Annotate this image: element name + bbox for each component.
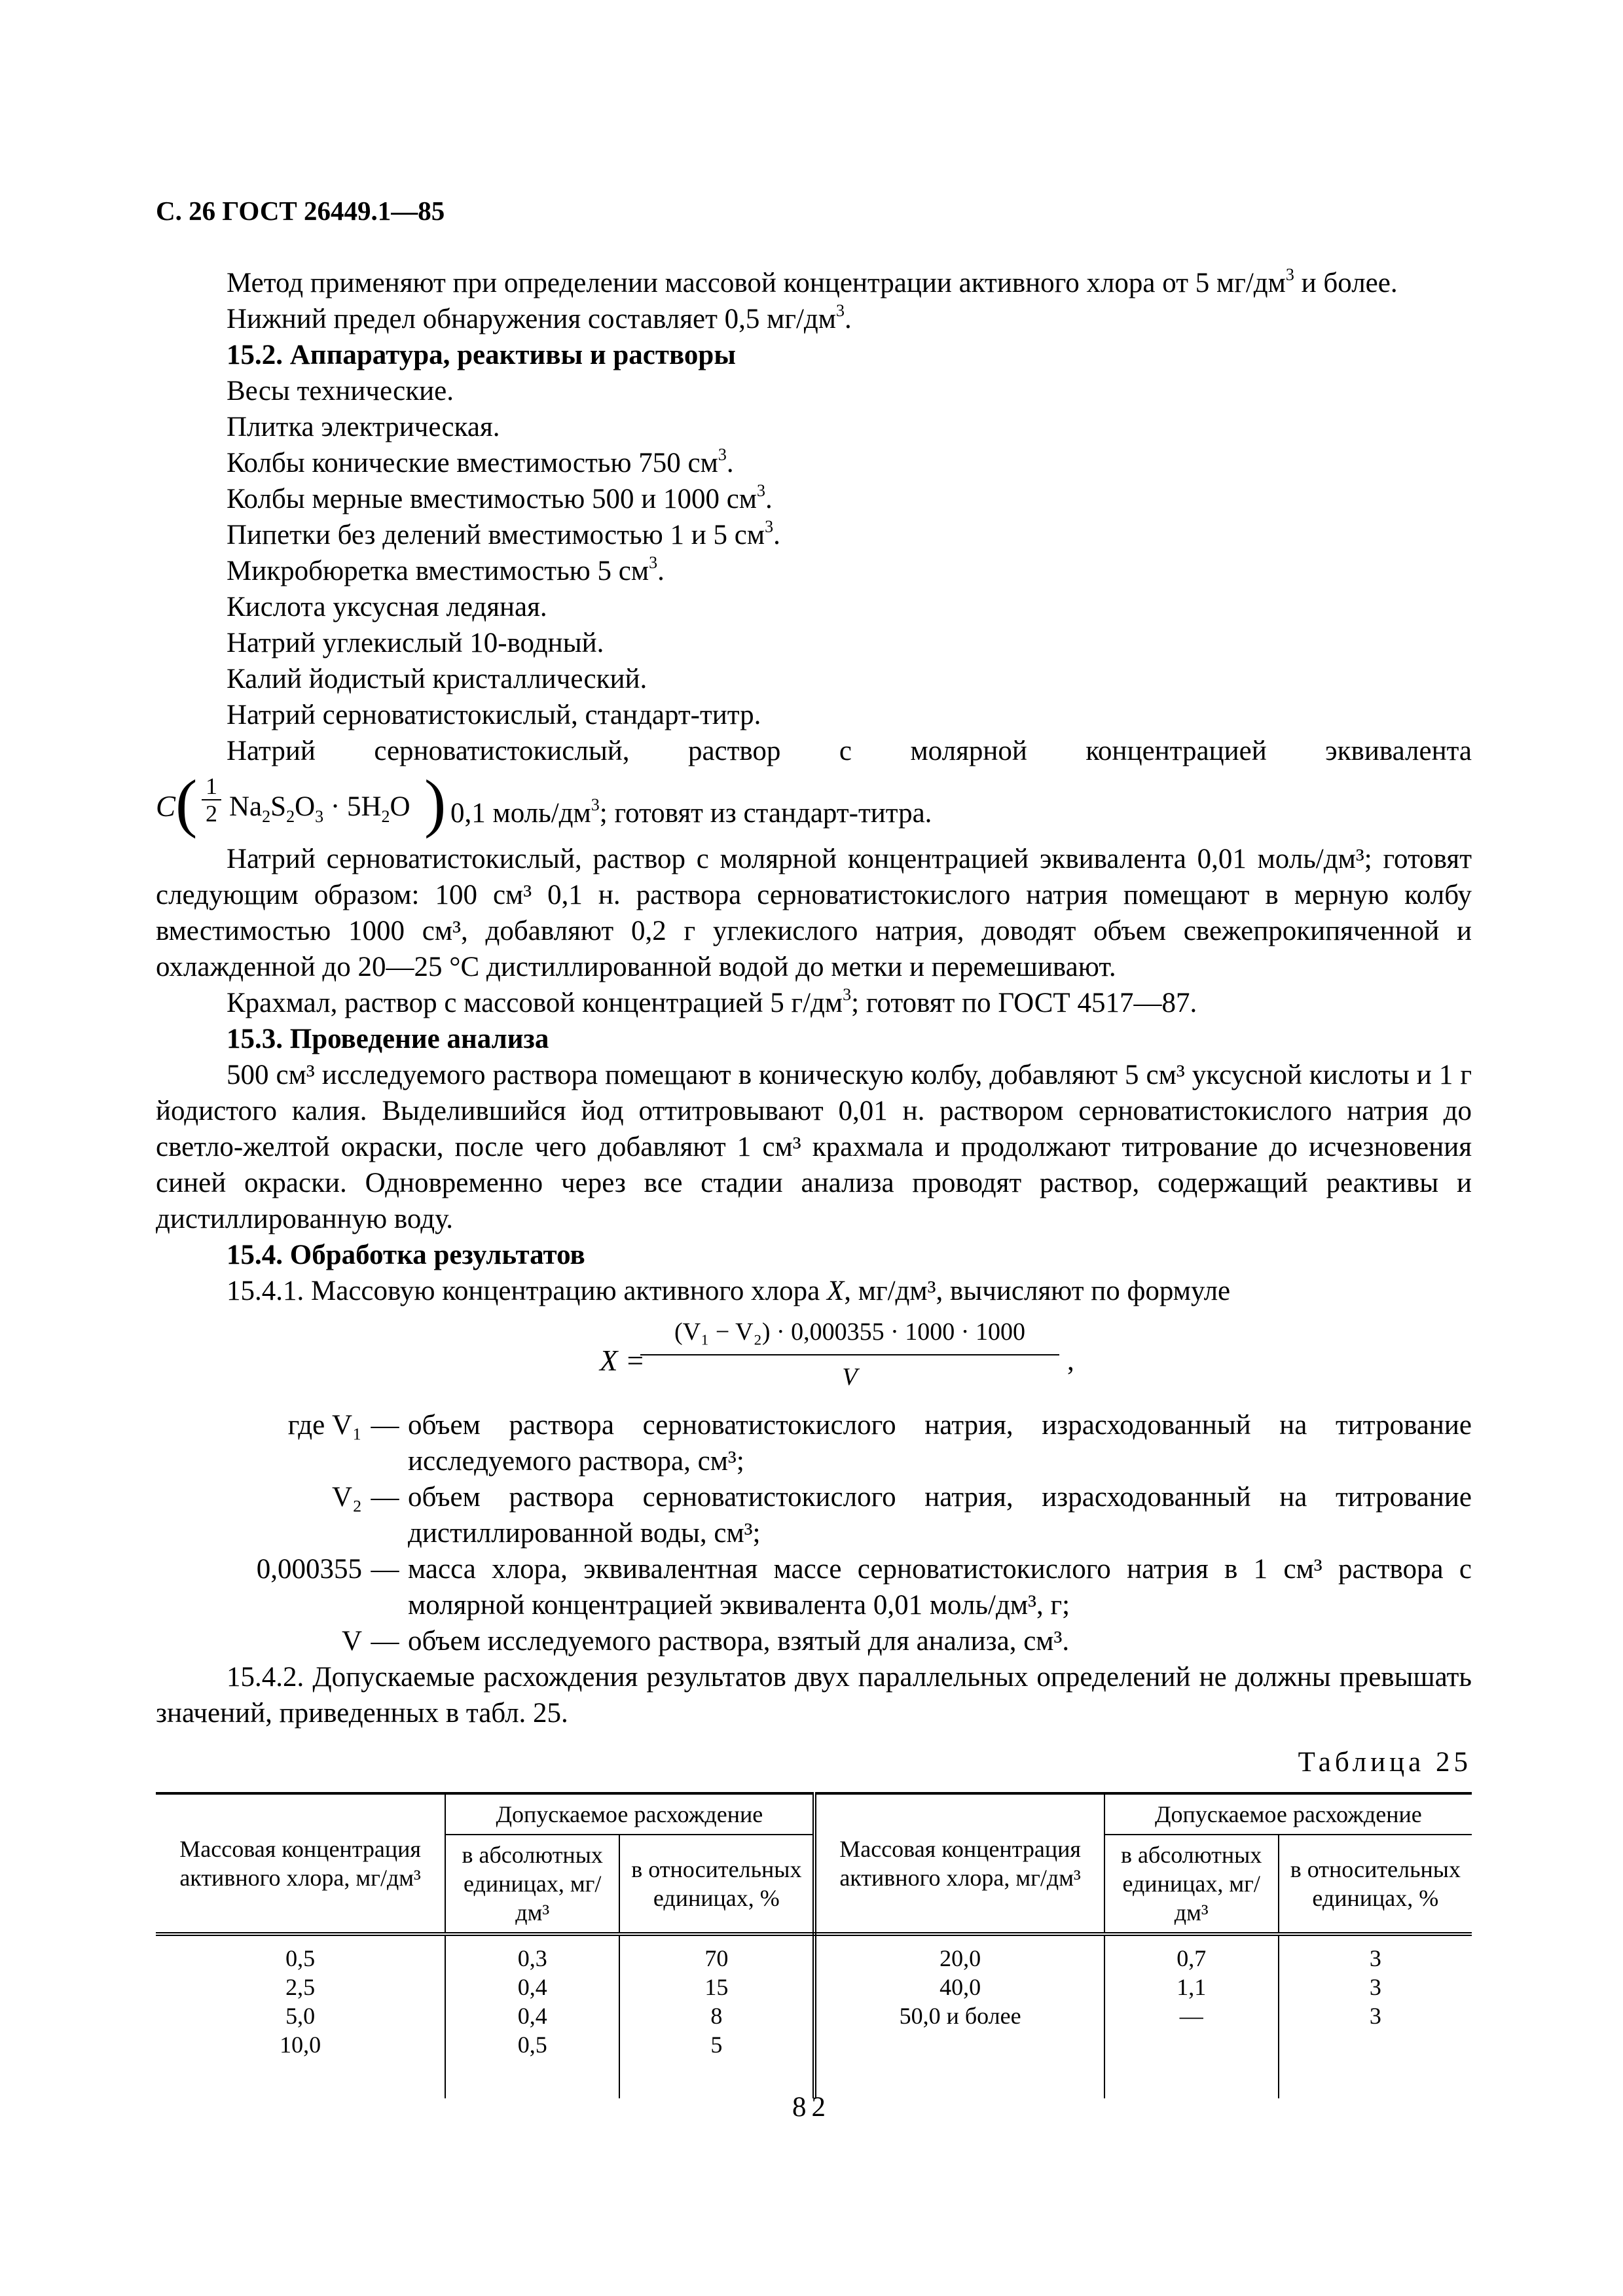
chem-sub-na: 2 bbox=[262, 807, 271, 826]
table-row bbox=[156, 2030, 1472, 2098]
formula-symbol-c: C bbox=[156, 790, 176, 823]
paragraph-analysis: 500 см³ исследуемого раствора помещают в коническую колбу, добавляют 5 см³ уксусной кислоты и 1 г йодистого калия. Выделившийся йод оттитровывают 0,01 н. раствором серноватистокислого натрия до светло-желтой окраски, после чего добавляют 1 см³ крахмала и продолжают титрование до исчезновения синей окраски. Одновременно через все стадии анализа проводят раствор, содержащий реактивы и дистиллированную воду. bbox=[156, 1060, 1472, 1234]
header-absolute: в абсолютных единицах, мг/дм³ bbox=[445, 1835, 619, 1934]
paragraph-detection-limit: Нижний предел обнаружения составляет 0,5 $мг/дм^3$. bbox=[227, 301, 852, 334]
chem-na: Na bbox=[229, 791, 263, 822]
item-thiosulfate-solution: Натрий серноватистокислый, раствор с молярной концентрацией эквивалента bbox=[227, 736, 1472, 766]
item-hotplate: Плитка электрическая. bbox=[227, 412, 500, 442]
cell-relative: 3 bbox=[1279, 1934, 1472, 1973]
legend-dash: — bbox=[371, 1482, 399, 1513]
formula-concentration bbox=[156, 766, 1472, 841]
legend-description: объем раствора серноватистокислого натрия, израсходованный на титрование дистиллированной воды, см³; bbox=[408, 1482, 1472, 1549]
chem-sub-o: 3 bbox=[315, 807, 324, 826]
cell-absolute: 0,5 bbox=[445, 2030, 619, 2098]
p1541-text: 15.4.1. Массовую концентрацию активного хлора bbox=[227, 1276, 827, 1306]
legend-description: объем исследуемого раствора, взятый для анализа, см³. bbox=[408, 1626, 1070, 1657]
conical-flasks-text: Колбы конические вместимостью 750 см bbox=[227, 448, 718, 478]
document-body bbox=[156, 265, 1472, 2098]
section-15-4-heading: 15.4. Обработка результатов bbox=[227, 1240, 585, 1270]
paragraph-15-4-2: 15.4.2. Допускаемые расхождения результатов двух параллельных определений не должны превышать значений, приведенных в табл. 25. bbox=[156, 1662, 1472, 1729]
cell-concentration: 50,0 и более bbox=[814, 2001, 1104, 2030]
formula2-fraction bbox=[640, 1314, 1059, 1395]
cell-concentration: 5,0 bbox=[285, 2003, 316, 2029]
page-header: С. 26 ГОСТ 26449.1—85 bbox=[156, 196, 445, 226]
method-text: Метод применяют при определении массовой концентрации активного хлора от 5 мг/дм bbox=[227, 268, 1286, 298]
chem-hydrate: · 5 bbox=[323, 791, 361, 822]
legend-row bbox=[156, 1551, 1472, 1623]
legend-dash: — bbox=[371, 1626, 399, 1657]
fraction-numerator: 1 bbox=[202, 773, 221, 800]
cell-absolute: 0,4 bbox=[445, 2001, 619, 2030]
cell-relative: 8 bbox=[619, 2001, 814, 2030]
starch-text: Крахмал, раствор с массовой концентрацией 5 г/дм bbox=[227, 988, 843, 1018]
chem-h: H bbox=[361, 791, 382, 822]
item-microburette: Микробюретка вместимостью 5 $см^3$. bbox=[227, 553, 665, 586]
table-row bbox=[156, 2001, 1472, 2030]
formula2-denominator: V bbox=[842, 1363, 858, 1391]
formula2-comma: , bbox=[1067, 1346, 1074, 1376]
formula-chemical bbox=[229, 789, 410, 825]
volumetric-flasks-text: Колбы мерные вместимостью 500 и 1000 см bbox=[227, 484, 757, 514]
cell-concentration: 10,0 bbox=[280, 2032, 321, 2058]
cell-concentration: 2,5 bbox=[285, 1974, 316, 2000]
paragraph-starch: Крахмал, раствор с массовой концентрацией 5 $г/дм^3$; готовят по ГОСТ 4517—87. bbox=[227, 985, 1197, 1018]
legend-description: объем раствора серноватистокислого натрия, израсходованный на титрование исследуемого раствора, см³; bbox=[408, 1410, 1472, 1477]
paragraph-method: Метод применяют при определении массовой концентрации активного хлора от 5 $мг/дм^3$ и более. bbox=[227, 265, 1398, 298]
header-relative: в относительных единицах, % bbox=[1279, 1835, 1472, 1934]
cell-absolute: 0,3 bbox=[445, 1934, 619, 1973]
formula2-numerator: (V₁ − V₂) · 0,000355 · 1000 · 1000 bbox=[640, 1314, 1059, 1355]
section-15-3-heading: 15.3. Проведение анализа bbox=[227, 1024, 549, 1054]
pipettes-text: Пипетки без делений вместимостью 1 и 5 см bbox=[227, 520, 765, 550]
header-allowed: Допускаемое расхождение bbox=[445, 1793, 814, 1835]
cell-absolute: — bbox=[1104, 2001, 1279, 2030]
formula-rest-a: 0,1 моль/дм bbox=[450, 798, 591, 829]
legend-row bbox=[156, 1623, 1472, 1659]
cell-relative: 3 bbox=[1279, 1973, 1472, 2001]
legend-description: масса хлора, эквивалентная массе серноватистокислого натрия в 1 см³ раствора с молярной концентрацией эквивалента 0,01 моль/дм³, г; bbox=[408, 1554, 1472, 1621]
legend-row bbox=[156, 1407, 1472, 1479]
formula-rest: 0,1 моль/$дм^3$; готовят из стандарт-титра. bbox=[450, 795, 932, 829]
chem-sub-h: 2 bbox=[381, 807, 390, 826]
fraction-denominator: 2 bbox=[206, 800, 217, 827]
cell-concentration: 20,0 bbox=[814, 1934, 1104, 1973]
legend-symbol: V bbox=[341, 1626, 362, 1657]
detection-limit-text: Нижний предел обнаружения составляет 0,5 мг/дм bbox=[227, 304, 837, 334]
item-conical-flasks: Колбы конические вместимостью 750 $см^3$. bbox=[227, 445, 734, 478]
microburette-text: Микробюретка вместимостью 5 см bbox=[227, 556, 649, 586]
table-caption: Таблица 25 bbox=[1298, 1747, 1472, 1778]
table-row bbox=[156, 1934, 1472, 1973]
cell-relative: 5 bbox=[619, 2030, 814, 2098]
cell-relative: 3 bbox=[1279, 2001, 1472, 2030]
paragraph-15-4-1 bbox=[156, 1273, 1472, 1309]
paragraph-thiosulfate-prep: Натрий серноватистокислый, раствор с молярной концентрацией эквивалента 0,01 моль/дм³; готовят следующим образом: 100 см³ 0,1 н. раствора серноватистокислого натрия помещают в мерную колбу вместимостью 1000 см³, добавляют 0,2 г углекислого натрия, доводят объем свежепрокипяченной и охлажденной до 20—25 °С дистиллированной водой до метки и перемешивают. bbox=[156, 844, 1472, 982]
legend-symbol: где V₁ bbox=[287, 1410, 362, 1441]
legend-symbol: V₂ bbox=[331, 1482, 362, 1513]
cell-relative bbox=[1279, 2030, 1472, 2098]
cell-relative: 70 bbox=[619, 1934, 814, 1973]
header-concentration: Массовая концентрация активного хлора, мг/дм³ bbox=[814, 1793, 1104, 1934]
cell-concentration: 0,5 bbox=[285, 1945, 316, 1971]
formula-close-paren: ) bbox=[424, 766, 447, 839]
starch-text-end: ; готовят по ГОСТ 4517—87. bbox=[851, 988, 1197, 1018]
method-text-end: и более. bbox=[1294, 268, 1398, 298]
item-sodium-carbonate: Натрий углекислый 10-водный. bbox=[227, 628, 604, 658]
cell-absolute bbox=[1104, 2030, 1279, 2098]
legend-symbol: 0,000355 bbox=[256, 1554, 362, 1585]
chem-sub-s: 2 bbox=[286, 807, 295, 826]
table-row bbox=[156, 1973, 1472, 2001]
formula-legend bbox=[156, 1407, 1472, 1659]
p1541-symbol: X bbox=[826, 1276, 845, 1306]
item-acetic-acid: Кислота уксусная ледяная. bbox=[227, 592, 547, 622]
cell-absolute: 0,7 bbox=[1104, 1934, 1279, 1973]
item-volumetric-flasks: Колбы мерные вместимостью 500 и 1000 $см^3$. bbox=[227, 481, 773, 514]
cell-absolute: 0,4 bbox=[445, 1973, 619, 2001]
chem-o: O bbox=[295, 791, 316, 822]
cell-concentration: 40,0 bbox=[814, 1973, 1104, 2001]
formula2-lhs: X = bbox=[600, 1344, 646, 1377]
page-number: 82 bbox=[792, 2092, 831, 2123]
formula-open-paren: ( bbox=[175, 766, 198, 839]
formula-chlorine bbox=[156, 1309, 1472, 1407]
legend-row bbox=[156, 1479, 1472, 1551]
item-scales: Весы технические. bbox=[227, 376, 454, 406]
legend-dash: — bbox=[371, 1410, 399, 1441]
tolerance-table bbox=[156, 1792, 1472, 2098]
formula-fraction-half bbox=[202, 773, 221, 827]
item-thiosulfate-standard: Натрий серноватистокислый, стандарт-титр. bbox=[227, 700, 761, 730]
cell-concentration bbox=[814, 2030, 1104, 2098]
item-potassium-iodide: Калий йодистый кристаллический. bbox=[227, 664, 647, 694]
legend-dash: — bbox=[371, 1554, 399, 1585]
section-15-2-heading: 15.2. Аппаратура, реактивы и растворы bbox=[227, 340, 736, 370]
cell-absolute: 1,1 bbox=[1104, 1973, 1279, 2001]
header-allowed: Допускаемое расхождение bbox=[1104, 1793, 1472, 1835]
chem-s: S bbox=[270, 791, 287, 822]
item-pipettes: Пипетки без делений вместимостью 1 и 5 $см^3$. bbox=[227, 517, 780, 550]
header-concentration: Массовая концентрация активного хлора, мг/дм³ bbox=[156, 1793, 445, 1934]
cell-relative: 15 bbox=[619, 1973, 814, 2001]
header-relative: в относительных единицах, % bbox=[619, 1835, 814, 1934]
formula-rest-b: ; готовят из стандарт-титра. bbox=[599, 798, 932, 829]
p1541-text-end: , мг/дм³, вычисляют по формуле bbox=[844, 1276, 1231, 1306]
chem-o2: O bbox=[390, 791, 410, 822]
header-absolute: в абсолютных единицах, мг/дм³ bbox=[1104, 1835, 1279, 1934]
